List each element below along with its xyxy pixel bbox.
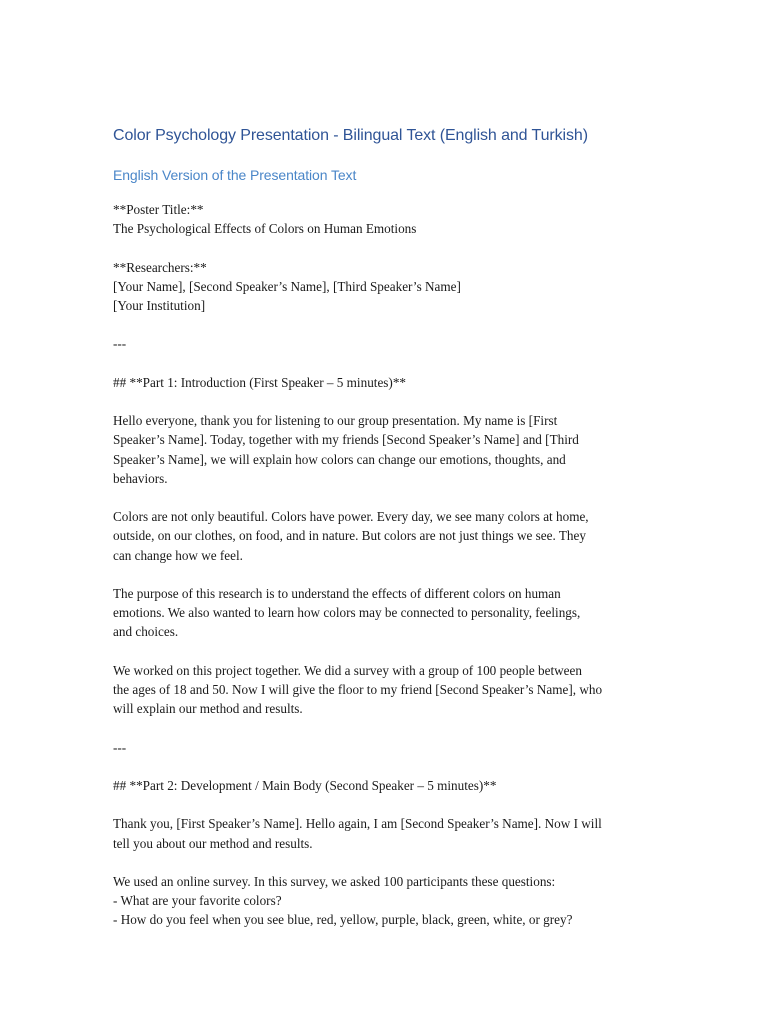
document-content [113,124,658,949]
document-title: Color Psychology Presentation - Bilingual Text (English and Turkish) [113,127,588,144]
intro-paragraph-1: Hello everyone, thank you for listening to our group presentation. My name is [First Speaker’s Name]. Today, together with my friends [Second Speaker’s Name] and [Third Speaker’s Name], we will explain how colors can change our emotions, thoughts, and behaviors. [113,413,579,486]
intro-paragraph-2: Colors are not only beautiful. Colors have power. Every day, we see many colors at home, outside, on our clothes, on food, and in nature. But colors are not just things we see. They can change how we feel. [113,509,589,563]
document-subtitle: English Version of the Presentation Text [113,167,357,183]
part-2-heading: ## **Part 2: Development / Main Body (Second Speaker – 5 minutes)** [113,777,497,793]
intro-paragraph-3: The purpose of this research is to understand the effects of different colors on human emotions. We also wanted to learn how colors may be connected to personality, feelings, and choices. [113,585,581,640]
part-1-heading: ## **Part 1: Introduction (First Speaker – 5 minutes)** [113,374,407,390]
intro-paragraph-4: We worked on this project together. We did a survey with a group of 100 people between the ages of 18 and 50. Now I will give the floor to my friend [Second Speaker’s Name], who will explain our method and results. [113,662,603,717]
poster-title-paragraph: **Poster Title:** The Psychological Effects of Colors on Human Emotions [113,202,417,237]
researchers-paragraph: **Researchers:** [Your Name], [Second Speaker’s Name], [Third Speaker’s Name] [Your Institution] [113,259,461,313]
separator-line: --- [113,739,127,755]
body-paragraph-1: Thank you, [First Speaker’s Name]. Hello again, I am [Second Speaker’s Name]. Now I will tell you about our method and results. [113,816,602,851]
body-paragraph-2: We used an online survey. In this survey, we asked 100 participants these questions: - What are your favorite colors? - How do you feel when you see blue, red, yellow, purple, black, green, white, or grey? [113,873,573,928]
separator-line: --- [113,336,127,352]
